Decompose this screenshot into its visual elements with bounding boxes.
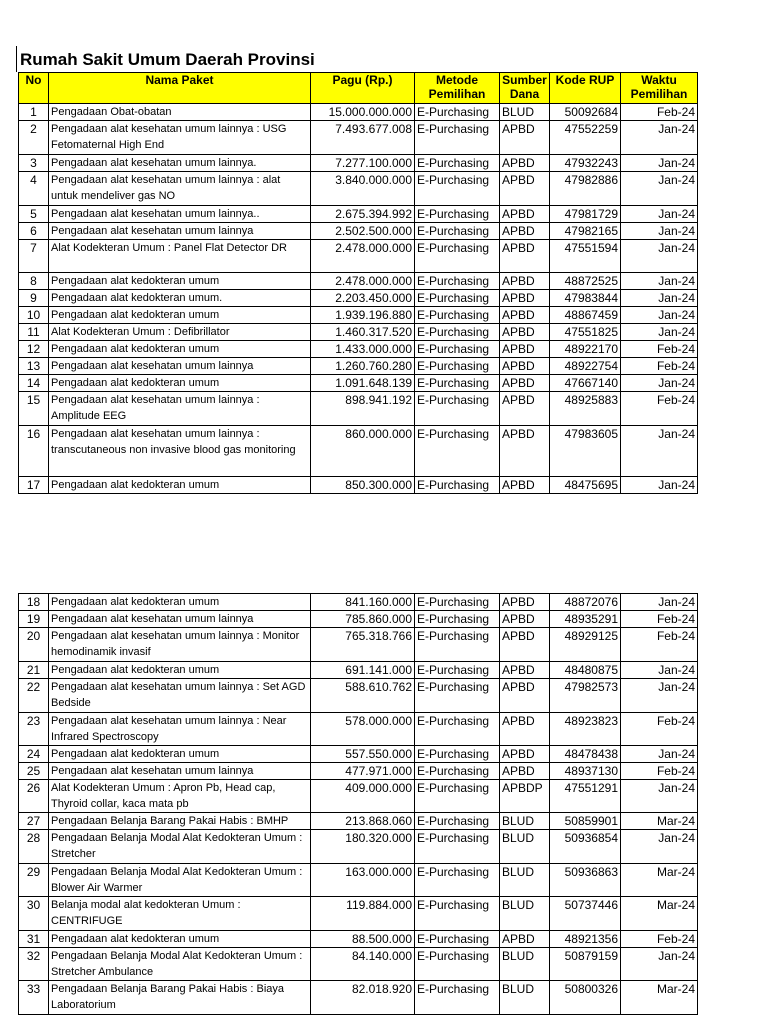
cell-kode: 50936854: [550, 830, 621, 864]
cell-sumber: APBD: [500, 341, 550, 358]
cell-kode: 48922170: [550, 341, 621, 358]
cell-sumber: BLUD: [500, 897, 550, 931]
cell-pagu: 1.260.760.280: [311, 358, 415, 375]
cell-sumber: APBD: [500, 273, 550, 290]
cell-sumber: APBD: [500, 155, 550, 172]
header-pagu: Pagu (Rp.): [311, 73, 415, 104]
cell-waktu: Jan-24: [621, 155, 698, 172]
cell-waktu: Jan-24: [621, 746, 698, 763]
cell-waktu: Feb-24: [621, 931, 698, 948]
cell-metode: E-Purchasing: [415, 864, 500, 897]
cell-nama-paket: Pengadaan alat kesehatan umum lainnya : Amplitude EEG: [49, 392, 311, 426]
cell-metode: E-Purchasing: [415, 780, 500, 813]
cell-no: 26: [19, 780, 49, 813]
cell-nama-paket: Pengadaan Belanja Barang Pakai Habis : Biaya Laboratorium: [49, 981, 311, 1015]
table-row: [19, 290, 698, 307]
cell-metode: E-Purchasing: [415, 392, 500, 426]
cell-kode: 50879159: [550, 948, 621, 981]
cell-sumber: APBD: [500, 426, 550, 477]
table-row: [19, 746, 698, 763]
cell-nama-paket: Pengadaan alat kesehatan umum lainnya : alat untuk mendeliver gas NO: [49, 172, 311, 206]
cell-waktu: Jan-24: [621, 477, 698, 494]
cell-metode: E-Purchasing: [415, 931, 500, 948]
cell-kode: 47551825: [550, 324, 621, 341]
cell-kode: 47932243: [550, 155, 621, 172]
cell-pagu: 2.478.000.000: [311, 273, 415, 290]
cell-nama-paket: Pengadaan alat kesehatan umum lainnya: [49, 763, 311, 780]
cell-nama-paket: Pengadaan Belanja Barang Pakai Habis : BMHP: [49, 813, 311, 830]
header-kode: Kode RUP: [550, 73, 621, 104]
cell-waktu: Jan-24: [621, 121, 698, 155]
cell-sumber: APBD: [500, 121, 550, 155]
cell-kode: 47983844: [550, 290, 621, 307]
table-row: [19, 813, 698, 830]
cell-metode: E-Purchasing: [415, 240, 500, 273]
cell-nama-paket: Alat Kodekteran Umum : Apron Pb, Head cap, Thyroid collar, kaca mata pb: [49, 780, 311, 813]
cell-sumber: APBD: [500, 713, 550, 746]
cell-pagu: 7.493.677.008: [311, 121, 415, 155]
cell-no: 33: [19, 981, 49, 1015]
cell-waktu: Mar-24: [621, 897, 698, 931]
cell-no: 21: [19, 662, 49, 679]
cell-metode: E-Purchasing: [415, 813, 500, 830]
cell-metode: E-Purchasing: [415, 679, 500, 713]
cell-pagu: 7.277.100.000: [311, 155, 415, 172]
table-row: [19, 897, 698, 931]
cell-pagu: 213.868.060: [311, 813, 415, 830]
cell-metode: E-Purchasing: [415, 830, 500, 864]
table-row: [19, 223, 698, 240]
cell-pagu: 82.018.920: [311, 981, 415, 1015]
cell-pagu: 2.675.394.992: [311, 206, 415, 223]
cell-pagu: 477.971.000: [311, 763, 415, 780]
cell-sumber: BLUD: [500, 830, 550, 864]
cell-waktu: Jan-24: [621, 594, 698, 611]
cell-kode: 47982573: [550, 679, 621, 713]
cell-metode: E-Purchasing: [415, 307, 500, 324]
cell-waktu: Jan-24: [621, 307, 698, 324]
cell-nama-paket: Pengadaan alat kedokteran umum: [49, 341, 311, 358]
cell-nama-paket: Pengadaan alat kedokteran umum: [49, 746, 311, 763]
cell-no: 23: [19, 713, 49, 746]
cell-kode: 47982165: [550, 223, 621, 240]
cell-sumber: APBD: [500, 662, 550, 679]
cell-metode: E-Purchasing: [415, 763, 500, 780]
table-row: [19, 273, 698, 290]
table-body-2: [19, 594, 698, 1015]
table-row: [19, 155, 698, 172]
cell-kode: 48867459: [550, 307, 621, 324]
table-row: [19, 763, 698, 780]
cell-sumber: APBD: [500, 223, 550, 240]
cell-kode: 47551291: [550, 780, 621, 813]
table-row: [19, 375, 698, 392]
cell-pagu: 1.091.648.139: [311, 375, 415, 392]
cell-pagu: 765.318.766: [311, 628, 415, 662]
cell-waktu: Feb-24: [621, 713, 698, 746]
cell-metode: E-Purchasing: [415, 290, 500, 307]
cell-waktu: Jan-24: [621, 206, 698, 223]
cell-waktu: Jan-24: [621, 662, 698, 679]
cell-pagu: 2.203.450.000: [311, 290, 415, 307]
cell-sumber: APBD: [500, 358, 550, 375]
table-row: [19, 324, 698, 341]
cell-metode: E-Purchasing: [415, 746, 500, 763]
procurement-table-part-2: [18, 593, 698, 1015]
cell-waktu: Feb-24: [621, 392, 698, 426]
cell-metode: E-Purchasing: [415, 155, 500, 172]
cell-kode: 50936863: [550, 864, 621, 897]
cell-waktu: Jan-24: [621, 290, 698, 307]
cell-pagu: 88.500.000: [311, 931, 415, 948]
cell-pagu: 15.000.000.000: [311, 104, 415, 121]
cell-metode: E-Purchasing: [415, 426, 500, 477]
cell-no: 10: [19, 307, 49, 324]
cell-sumber: BLUD: [500, 864, 550, 897]
cell-waktu: Feb-24: [621, 341, 698, 358]
cell-nama-paket: Pengadaan alat kesehatan umum lainnya.: [49, 155, 311, 172]
table-row: [19, 341, 698, 358]
cell-metode: E-Purchasing: [415, 104, 500, 121]
cell-waktu: Jan-24: [621, 240, 698, 273]
cell-nama-paket: Pengadaan alat kesehatan umum lainnya : Set AGD Bedside: [49, 679, 311, 713]
cell-kode: 48480875: [550, 662, 621, 679]
cell-sumber: BLUD: [500, 981, 550, 1015]
cell-no: 13: [19, 358, 49, 375]
cell-waktu: Mar-24: [621, 813, 698, 830]
cell-pagu: 1.460.317.520: [311, 324, 415, 341]
title-wrap: [16, 46, 315, 72]
cell-kode: 48872525: [550, 273, 621, 290]
table-row: [19, 172, 698, 206]
header-row: [19, 73, 698, 104]
cell-sumber: APBDP: [500, 780, 550, 813]
cell-metode: E-Purchasing: [415, 324, 500, 341]
cell-nama-paket: Pengadaan Belanja Modal Alat Kedokteran Umum : Stretcher Ambulance: [49, 948, 311, 981]
cell-nama-paket: Pengadaan alat kedokteran umum: [49, 594, 311, 611]
cell-waktu: Jan-24: [621, 679, 698, 713]
table-row: [19, 780, 698, 813]
cell-no: 19: [19, 611, 49, 628]
cell-no: 20: [19, 628, 49, 662]
table-row: [19, 307, 698, 324]
cell-no: 14: [19, 375, 49, 392]
cell-no: 18: [19, 594, 49, 611]
cell-pagu: 119.884.000: [311, 897, 415, 931]
table-row: [19, 611, 698, 628]
procurement-table-part-1: [18, 72, 698, 494]
cell-nama-paket: Pengadaan Belanja Modal Alat Kedokteran Umum : Blower Air Warmer: [49, 864, 311, 897]
cell-kode: 47983605: [550, 426, 621, 477]
cell-nama-paket: Belanja modal alat kedokteran Umum : CENTRIFUGE: [49, 897, 311, 931]
cell-no: 25: [19, 763, 49, 780]
cell-nama-paket: Pengadaan alat kesehatan umum lainnya: [49, 358, 311, 375]
cell-sumber: APBD: [500, 172, 550, 206]
table-row: [19, 713, 698, 746]
table-row: [19, 426, 698, 477]
table-row: [19, 679, 698, 713]
cell-kode: 48872076: [550, 594, 621, 611]
cell-metode: E-Purchasing: [415, 628, 500, 662]
cell-sumber: BLUD: [500, 813, 550, 830]
cell-no: 27: [19, 813, 49, 830]
cell-no: 15: [19, 392, 49, 426]
table-row: [19, 392, 698, 426]
cell-metode: E-Purchasing: [415, 121, 500, 155]
cell-no: 12: [19, 341, 49, 358]
cell-metode: E-Purchasing: [415, 594, 500, 611]
cell-waktu: Jan-24: [621, 780, 698, 813]
cell-kode: 48922754: [550, 358, 621, 375]
cell-waktu: Jan-24: [621, 273, 698, 290]
cell-pagu: 1.433.000.000: [311, 341, 415, 358]
cell-metode: E-Purchasing: [415, 611, 500, 628]
cell-nama-paket: Alat Kodekteran Umum : Panel Flat Detector DR: [49, 240, 311, 273]
cell-kode: 47981729: [550, 206, 621, 223]
cell-kode: 50800326: [550, 981, 621, 1015]
cell-waktu: Mar-24: [621, 981, 698, 1015]
cell-kode: 47552259: [550, 121, 621, 155]
cell-nama-paket: Alat Kodekteran Umum : Defibrillator: [49, 324, 311, 341]
cell-pagu: 180.320.000: [311, 830, 415, 864]
header-waktu: Waktu Pemilihan: [621, 73, 698, 104]
cell-sumber: APBD: [500, 594, 550, 611]
cell-metode: E-Purchasing: [415, 172, 500, 206]
cell-waktu: Jan-24: [621, 172, 698, 206]
table-row: [19, 931, 698, 948]
cell-no: 3: [19, 155, 49, 172]
cell-nama-paket: Pengadaan alat kesehatan umum lainnya: [49, 223, 311, 240]
cell-waktu: Jan-24: [621, 375, 698, 392]
cell-no: 16: [19, 426, 49, 477]
cell-nama-paket: Pengadaan alat kedokteran umum: [49, 931, 311, 948]
cell-pagu: 2.502.500.000: [311, 223, 415, 240]
cell-kode: 48475695: [550, 477, 621, 494]
cell-nama-paket: Pengadaan Belanja Modal Alat Kedokteran Umum : Stretcher: [49, 830, 311, 864]
cell-nama-paket: Pengadaan alat kesehatan umum lainnya : Near Infrared Spectroscopy: [49, 713, 311, 746]
cell-metode: E-Purchasing: [415, 358, 500, 375]
cell-pagu: 1.939.196.880: [311, 307, 415, 324]
cell-nama-paket: Pengadaan alat kedokteran umum: [49, 273, 311, 290]
cell-pagu: 163.000.000: [311, 864, 415, 897]
cell-waktu: Feb-24: [621, 358, 698, 375]
cell-kode: 48937130: [550, 763, 621, 780]
cell-waktu: Jan-24: [621, 324, 698, 341]
cell-no: 8: [19, 273, 49, 290]
table-row: [19, 358, 698, 375]
table-row: [19, 477, 698, 494]
cell-sumber: APBD: [500, 628, 550, 662]
table-row: [19, 864, 698, 897]
cell-kode: 48929125: [550, 628, 621, 662]
cell-sumber: APBD: [500, 392, 550, 426]
cell-pagu: 850.300.000: [311, 477, 415, 494]
cell-metode: E-Purchasing: [415, 223, 500, 240]
table-row: [19, 594, 698, 611]
header-metode: Metode Pemilihan: [415, 73, 500, 104]
cell-waktu: Feb-24: [621, 611, 698, 628]
cell-nama-paket: Pengadaan alat kesehatan umum lainnya..: [49, 206, 311, 223]
cell-no: 4: [19, 172, 49, 206]
cell-waktu: Jan-24: [621, 948, 698, 981]
cell-metode: E-Purchasing: [415, 206, 500, 223]
cell-kode: 50859901: [550, 813, 621, 830]
cell-no: 30: [19, 897, 49, 931]
cell-waktu: Jan-24: [621, 426, 698, 477]
cell-metode: E-Purchasing: [415, 273, 500, 290]
cell-no: 22: [19, 679, 49, 713]
cell-metode: E-Purchasing: [415, 897, 500, 931]
cell-sumber: APBD: [500, 290, 550, 307]
cell-sumber: APBD: [500, 679, 550, 713]
cell-pagu: 691.141.000: [311, 662, 415, 679]
cell-kode: 47667140: [550, 375, 621, 392]
cell-waktu: Jan-24: [621, 830, 698, 864]
cell-no: 31: [19, 931, 49, 948]
cell-no: 2: [19, 121, 49, 155]
cell-metode: E-Purchasing: [415, 341, 500, 358]
header-no: No: [19, 73, 49, 104]
page-title: Rumah Sakit Umum Daerah Provinsi: [20, 50, 315, 69]
cell-waktu: Feb-24: [621, 763, 698, 780]
table-row: [19, 206, 698, 223]
cell-kode: 48925883: [550, 392, 621, 426]
cell-pagu: 588.610.762: [311, 679, 415, 713]
header-nama-paket: Nama Paket: [49, 73, 311, 104]
cell-pagu: 841.160.000: [311, 594, 415, 611]
cell-kode: 48478438: [550, 746, 621, 763]
table-row: [19, 948, 698, 981]
table-row: [19, 628, 698, 662]
header-sumber: Sumber Dana: [500, 73, 550, 104]
cell-pagu: 3.840.000.000: [311, 172, 415, 206]
cell-no: 24: [19, 746, 49, 763]
cell-sumber: APBD: [500, 763, 550, 780]
cell-no: 9: [19, 290, 49, 307]
cell-no: 1: [19, 104, 49, 121]
cell-pagu: 557.550.000: [311, 746, 415, 763]
cell-sumber: APBD: [500, 477, 550, 494]
cell-no: 28: [19, 830, 49, 864]
cell-sumber: APBD: [500, 206, 550, 223]
cell-kode: 48935291: [550, 611, 621, 628]
cell-nama-paket: Pengadaan Obat-obatan: [49, 104, 311, 121]
cell-nama-paket: Pengadaan alat kedokteran umum: [49, 662, 311, 679]
cell-kode: 47551594: [550, 240, 621, 273]
cell-sumber: APBD: [500, 746, 550, 763]
cell-metode: E-Purchasing: [415, 477, 500, 494]
cell-no: 17: [19, 477, 49, 494]
table-row: [19, 981, 698, 1015]
cell-sumber: APBD: [500, 307, 550, 324]
cell-sumber: APBD: [500, 931, 550, 948]
table-row: [19, 104, 698, 121]
cell-metode: E-Purchasing: [415, 948, 500, 981]
cell-no: 11: [19, 324, 49, 341]
cell-no: 6: [19, 223, 49, 240]
table-body-1: [19, 104, 698, 494]
cell-nama-paket: Pengadaan alat kedokteran umum: [49, 477, 311, 494]
table-row: [19, 240, 698, 273]
cell-pagu: 860.000.000: [311, 426, 415, 477]
cell-sumber: APBD: [500, 240, 550, 273]
cell-waktu: Feb-24: [621, 628, 698, 662]
table-row: [19, 830, 698, 864]
cell-sumber: APBD: [500, 611, 550, 628]
cell-metode: E-Purchasing: [415, 713, 500, 746]
table-row: [19, 121, 698, 155]
cell-waktu: Mar-24: [621, 864, 698, 897]
cell-sumber: APBD: [500, 324, 550, 341]
cell-pagu: 2.478.000.000: [311, 240, 415, 273]
cell-kode: 48921356: [550, 931, 621, 948]
cell-metode: E-Purchasing: [415, 662, 500, 679]
cell-kode: 47982886: [550, 172, 621, 206]
cell-nama-paket: Pengadaan alat kesehatan umum lainnya : Monitor hemodinamik invasif: [49, 628, 311, 662]
cell-pagu: 84.140.000: [311, 948, 415, 981]
cell-nama-paket: Pengadaan alat kesehatan umum lainnya : transcutaneous non invasive blood gas monitoring: [49, 426, 311, 477]
cell-no: 5: [19, 206, 49, 223]
cell-nama-paket: Pengadaan alat kesehatan umum lainnya : USG Fetomaternal High End: [49, 121, 311, 155]
cell-nama-paket: Pengadaan alat kedokteran umum: [49, 375, 311, 392]
cell-sumber: APBD: [500, 375, 550, 392]
cell-no: 7: [19, 240, 49, 273]
cell-pagu: 898.941.192: [311, 392, 415, 426]
cell-nama-paket: Pengadaan alat kedokteran umum.: [49, 290, 311, 307]
cell-nama-paket: Pengadaan alat kesehatan umum lainnya: [49, 611, 311, 628]
cell-kode: 48923823: [550, 713, 621, 746]
table-row: [19, 662, 698, 679]
cell-nama-paket: Pengadaan alat kedokteran umum: [49, 307, 311, 324]
cell-pagu: 785.860.000: [311, 611, 415, 628]
cell-pagu: 409.000.000: [311, 780, 415, 813]
cell-kode: 50092684: [550, 104, 621, 121]
cell-waktu: Feb-24: [621, 104, 698, 121]
cell-metode: E-Purchasing: [415, 981, 500, 1015]
cell-kode: 50737446: [550, 897, 621, 931]
cell-no: 32: [19, 948, 49, 981]
cell-sumber: BLUD: [500, 104, 550, 121]
cell-pagu: 578.000.000: [311, 713, 415, 746]
cell-waktu: Jan-24: [621, 223, 698, 240]
cell-no: 29: [19, 864, 49, 897]
cell-metode: E-Purchasing: [415, 375, 500, 392]
cell-sumber: BLUD: [500, 948, 550, 981]
